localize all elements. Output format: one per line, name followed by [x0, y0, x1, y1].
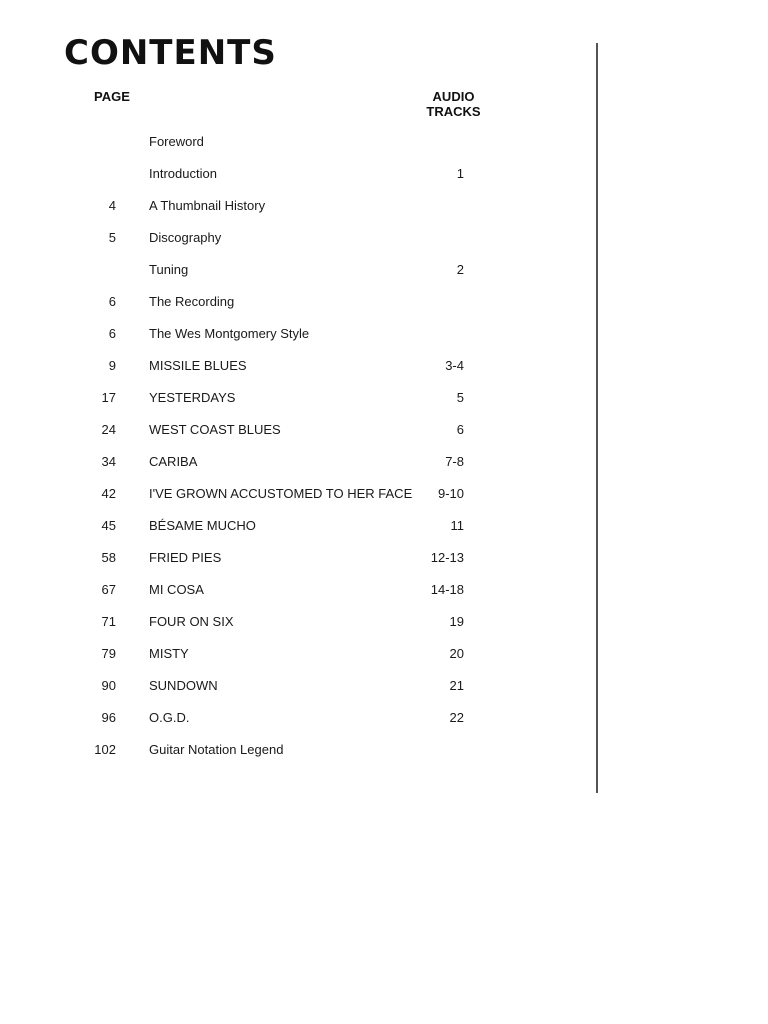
entry-title: WEST COAST BLUES: [149, 422, 281, 437]
contents-entry: [0, 452, 600, 484]
entry-page-number: 6: [108, 294, 116, 309]
entry-title: Discography: [149, 230, 222, 245]
entry-page-number: 6: [108, 326, 116, 341]
entry-title: The Wes Montgomery Style: [149, 326, 310, 341]
contents-entry: [0, 516, 600, 548]
contents-entry: [0, 676, 600, 708]
entry-audio-tracks: 19: [449, 614, 464, 629]
entry-title: Foreword: [149, 134, 204, 149]
entry-page-number: 34: [101, 454, 116, 469]
entry-page-number: 96: [101, 710, 116, 725]
entry-audio-tracks: 3-4: [445, 358, 464, 373]
entry-page-number: 58: [101, 550, 116, 565]
entry-page-number: 79: [101, 646, 116, 661]
entry-title: SUNDOWN: [149, 678, 218, 693]
entry-audio-tracks: 5: [456, 390, 464, 405]
entry-audio-tracks: 1: [456, 166, 464, 181]
entry-title: A Thumbnail History: [149, 198, 266, 213]
contents-entry: [0, 612, 600, 644]
contents-entry: [0, 132, 600, 164]
entry-page-number: 9: [108, 358, 116, 373]
tracks-header-label: TRACKS: [426, 104, 481, 119]
entry-title: O.G.D.: [149, 710, 190, 725]
entry-page-number: 90: [101, 678, 116, 693]
page-title: CONTENTS: [64, 33, 277, 73]
entry-page-number: 4: [108, 198, 116, 213]
contents-entry: [0, 580, 600, 612]
entry-title: CARIBA: [149, 454, 198, 469]
contents-list: [0, 132, 600, 772]
entry-page-number: 71: [101, 614, 116, 629]
entry-title: FRIED PIES: [149, 550, 222, 565]
entry-page-number: 67: [101, 582, 116, 597]
entry-title: YESTERDAYS: [149, 390, 236, 405]
contents-entry: [0, 548, 600, 580]
entry-audio-tracks: 6: [456, 422, 464, 437]
entry-page-number: 17: [101, 390, 116, 405]
contents-entry: [0, 196, 600, 228]
entry-title: Guitar Notation Legend: [149, 742, 284, 757]
entry-audio-tracks: 11: [450, 518, 464, 533]
contents-entry: [0, 324, 600, 356]
entry-title: MI COSA: [149, 582, 204, 597]
entry-audio-tracks: 12-13: [430, 550, 464, 565]
entry-title: MISTY: [149, 646, 189, 661]
entry-title: MISSILE BLUES: [149, 358, 247, 373]
contents-entry: [0, 484, 600, 516]
entry-audio-tracks: 2: [456, 262, 464, 277]
vertical-divider: [596, 43, 598, 793]
page-column-header: PAGE: [94, 89, 130, 104]
entry-audio-tracks: 22: [449, 710, 464, 725]
entry-title: Introduction: [149, 166, 217, 181]
entry-title: BÉSAME MUCHO: [149, 518, 256, 533]
contents-entry: [0, 356, 600, 388]
entry-audio-tracks: 9-10: [437, 486, 464, 501]
contents-entry: [0, 292, 600, 324]
contents-entry: [0, 228, 600, 260]
audio-tracks-column-header: [420, 89, 487, 119]
contents-entry: [0, 644, 600, 676]
contents-entry: [0, 260, 600, 292]
entry-title: The Recording: [149, 294, 235, 309]
entry-audio-tracks: 14-18: [430, 582, 464, 597]
entry-title: Tuning: [149, 262, 189, 277]
contents-entry: [0, 708, 600, 740]
entry-page-number: 5: [108, 230, 116, 245]
audio-header-label: AUDIO: [432, 89, 475, 104]
entry-page-number: 42: [101, 486, 116, 501]
entry-page-number: 24: [101, 422, 116, 437]
entry-audio-tracks: 7-8: [445, 454, 464, 469]
entry-page-number: 102: [94, 742, 116, 757]
contents-entry: [0, 164, 600, 196]
contents-entry: [0, 740, 600, 772]
contents-entry: [0, 420, 600, 452]
entry-audio-tracks: 21: [449, 678, 464, 693]
entry-audio-tracks: 20: [449, 646, 464, 661]
contents-entry: [0, 388, 600, 420]
entry-title: FOUR ON SIX: [149, 614, 234, 629]
entry-page-number: 45: [101, 518, 116, 533]
entry-title: I'VE GROWN ACCUSTOMED TO HER FACE: [149, 486, 413, 501]
